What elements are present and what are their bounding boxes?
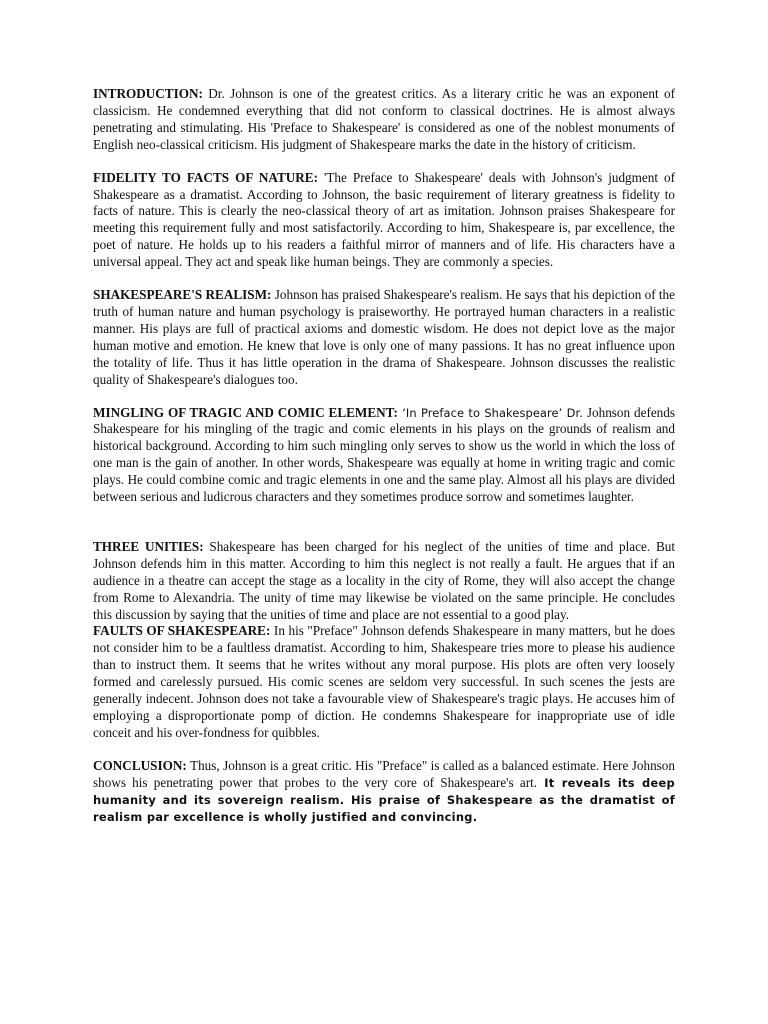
heading-faults: FAULTS OF SHAKESPEARE: [93,623,271,639]
heading-conclusion: CONCLUSION: [93,757,187,773]
text-fidelity: 'The Preface to Shakespeare' deals with Johnson's judgment of Shakespeare as a dramatist. According to Johnson, the basic requirement of literary greatness is fidelity to facts of nature. This is clearly the neo-classical theory of art as imitation. Johnson praises Shakespeare for meeting this requirement fully and most satisfactorily. According to him, Shakespeare is, par excellence, the poet of nature. He holds up to his readers a faithful mirror of manners and of life. His characters have a universal appeal. They act and speak like human beings. They are commonly a species. [93,169,675,270]
text-faults: In his "Preface" Johnson defends Shakespeare in many matters, but he does not consider him to be a faultless dramatist. According to him, Shakespeare tries more to please his audience than to instruct them. It seems that he writes without any moral purpose. His plots are often very loosely formed and carelessly pursued. His comic scenes are seldom very successful. In such scenes the jests are generally indecent. Johnson does not take a favourable view of Shakespeare's tragic plays. He accuses him of employing a disproportionate pomp of diction. He condemns Shakespeare for inappropriate use of idle conceit and his over-fondness for quibbles. [93,623,675,740]
paragraph-faults [93,623,675,741]
paragraph-fidelity [93,170,675,271]
heading-fidelity: FIDELITY TO FACTS OF NATURE: [93,169,318,185]
text-mingling-inline: ‘In Preface to Shakespeare’ Dr. [397,405,583,420]
paragraph-unities [93,539,675,624]
heading-realism: SHAKESPEARE'S REALISM: [93,287,272,303]
paragraph-realism [93,287,675,388]
paragraph-introduction [93,86,675,154]
text-mingling: Johnson defends Shakespeare for his mingling of the tragic and comic elements in his plays on the grounds of realism and historical background. According to him such mingling only serves to show us the world in which the loss of one man is the gain of another. In other words, Shakespeare was equally at home in writing tragic and comic plays. He could combine comic and tragic elements in one and the same play. Almost all his plays are divided between serious and ludicrous characters and they sometimes produce sorrow and sometimes laughter. [93,404,676,505]
paragraph-conclusion [93,758,675,826]
heading-unities: THREE UNITIES: [93,538,204,554]
text-introduction: Dr. Johnson is one of the greatest critics. As a literary critic he was an exponent of classicism. He condemned everything that did not conform to classical doctrines. He is almost always penetrating and stimulating. His 'Preface to Shakespeare' is considered as one of the noblest monuments of English neo-classical criticism. His judgment of Shakespeare marks the date in the history of criticism. [93,86,675,152]
heading-mingling: MINGLING OF TRAGIC AND COMIC ELEMENT: [93,404,398,420]
document-body [93,86,675,825]
text-conclusion: Thus, Johnson is a great critic. His "Preface" is called as a balanced estimate. Here Johnson shows his penetrating power that probes to the very core of Shakespeare's art. [93,757,675,790]
text-conclusion-bold: It reveals its deep humanity and its sovereign realism. His praise of Shakespeare as the dramatist of realism par excellence is wholly justified and convincing. [93,775,676,824]
heading-introduction: INTRODUCTION: [93,86,203,101]
paragraph-mingling [93,405,675,506]
text-unities: Shakespeare has been charged for his neglect of the unities of time and place. But Johnson defends him in this matter. According to him this neglect is not really a fault. He argues that if an audience in a theatre can accept the stage as a locality in the city of Rome, they will also accept the change from Rome to Alexandria. The unity of time may likewise be violated on the same principle. He concludes this discussion by saying that the unities of time and place are not essential to a good play. [93,538,675,622]
text-realism: Johnson has praised Shakespeare's realism. He says that his depiction of the truth of human nature and human psychology is praiseworthy. He portrayed human characters in a realistic manner. His plays are full of practical axioms and domestic wisdom. He does not depict love as the major human motive and emotion. He knew that love is only one of many passions. It has no great influence upon the totality of life. Thus it has little operation in the drama of Shakespeare. Johnson discusses the realistic quality of Shakespeare's dialogues too. [93,287,676,387]
